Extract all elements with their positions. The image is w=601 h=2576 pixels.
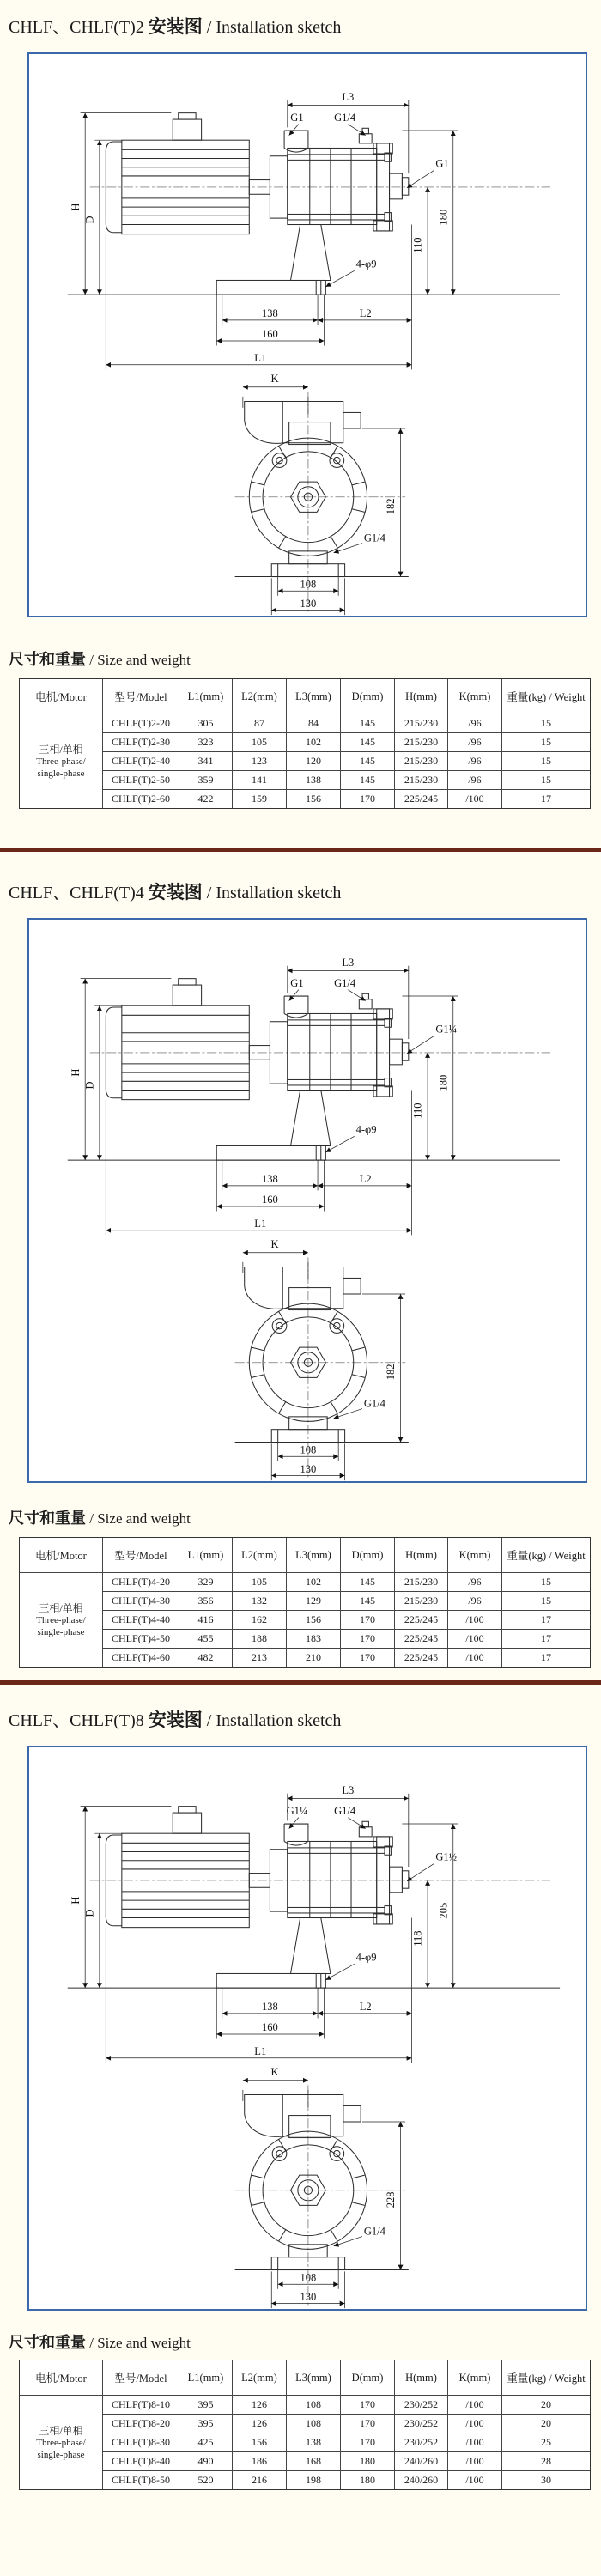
dim-label-foot-plate: 160 — [262, 1194, 278, 1206]
l1-cell: 482 — [179, 1648, 232, 1667]
label-foot-holes: 4-φ9 — [355, 258, 377, 270]
dim-label-k: K — [270, 1238, 279, 1251]
dim-label-foot-plate: 160 — [262, 2021, 278, 2034]
l3-cell: 84 — [286, 714, 340, 732]
l2-cell: 156 — [232, 2433, 286, 2451]
l2-cell: 126 — [232, 2414, 286, 2433]
k-cell: /100 — [447, 2433, 501, 2451]
column-header: L3(mm) — [286, 679, 340, 714]
model-cell: CHLF(T)8-50 — [102, 2470, 179, 2489]
l2-cell: 213 — [232, 1648, 286, 1667]
h-cell: 215/230 — [394, 770, 447, 789]
h-cell: 225/245 — [394, 789, 447, 808]
port-label-vent-top: G1/4 — [334, 976, 356, 989]
l3-cell: 138 — [286, 2433, 340, 2451]
column-header: 重量(kg) / Weight — [501, 2360, 590, 2395]
l2-cell: 188 — [232, 1629, 286, 1648]
h-cell: 225/245 — [394, 1629, 447, 1648]
weight-cell: 15 — [501, 1572, 590, 1591]
d-cell: 170 — [340, 2433, 394, 2451]
dim-label-total-height: 180 — [437, 1074, 450, 1091]
title-en: / Installation sketch — [206, 884, 342, 902]
column-header: D(mm) — [340, 1538, 394, 1572]
label-foot-holes: 4-φ9 — [355, 1951, 377, 1964]
motor-phase-en1: Three-phase/ — [36, 756, 86, 767]
h-cell: 240/260 — [394, 2451, 447, 2470]
model-cell: CHLF(T)4-50 — [102, 1629, 179, 1648]
dim-label-l2: L2 — [359, 2001, 372, 2014]
size-weight-table — [19, 1537, 591, 1668]
k-cell: /96 — [447, 751, 501, 770]
h-cell: 215/230 — [394, 1572, 447, 1591]
dim-label-base-width: 130 — [300, 2290, 317, 2303]
weight-cell: 15 — [501, 770, 590, 789]
dim-label-l1: L1 — [254, 1218, 267, 1230]
size-weight-table — [19, 678, 591, 809]
l1-cell: 359 — [179, 770, 232, 789]
dim-label-d: D — [83, 1909, 96, 1917]
dim-label-flange-height: 228 — [385, 2191, 398, 2208]
dim-label-base-holes: 108 — [300, 1443, 317, 1456]
dim-label-l3: L3 — [342, 1783, 355, 1796]
section-chlf8 — [0, 1685, 601, 2490]
d-cell: 180 — [340, 2470, 394, 2489]
k-cell: /100 — [447, 1648, 501, 1667]
size-weight-heading — [9, 650, 601, 670]
weight-cell: 15 — [501, 1591, 590, 1610]
model-cell: CHLF(T)4-20 — [102, 1572, 179, 1591]
h-cell: 215/230 — [394, 1591, 447, 1610]
port-label-vent-top: G1/4 — [334, 111, 356, 124]
model-cell: CHLF(T)4-30 — [102, 1591, 179, 1610]
weight-cell: 30 — [501, 2470, 590, 2489]
column-header: H(mm) — [394, 679, 447, 714]
d-cell: 145 — [340, 751, 394, 770]
model-cell: CHLF(T)2-40 — [102, 751, 179, 770]
l2-cell: 132 — [232, 1591, 286, 1610]
port-label-drain: G1/4 — [363, 532, 385, 544]
title-model: CHLF、CHLF(T)8 — [9, 1711, 144, 1730]
h-cell: 240/260 — [394, 2470, 447, 2489]
dim-label-l2: L2 — [359, 307, 372, 320]
h-cell: 215/230 — [394, 732, 447, 751]
installation-sketch-frame — [27, 52, 587, 617]
dim-label-k: K — [270, 2066, 279, 2079]
dim-label-l3: L3 — [342, 956, 355, 969]
d-cell: 170 — [340, 1610, 394, 1629]
section-title — [9, 879, 601, 906]
motor-phase-en2: single-phase — [37, 2449, 85, 2460]
dim-label-foot-plate: 160 — [262, 328, 278, 341]
l1-cell: 455 — [179, 1629, 232, 1648]
size-weight-heading-cn: 尺寸和重量 — [9, 651, 86, 668]
model-cell: CHLF(T)8-30 — [102, 2433, 179, 2451]
l3-cell: 183 — [286, 1629, 340, 1648]
side-view-linework — [68, 1804, 560, 1989]
l1-cell: 341 — [179, 751, 232, 770]
motor-phase-en2: single-phase — [37, 768, 85, 779]
l1-cell: 329 — [179, 1572, 232, 1591]
l1-cell: 425 — [179, 2433, 232, 2451]
k-cell: /96 — [447, 1591, 501, 1610]
motor-phase-cn: 三相/单相 — [39, 743, 83, 756]
column-header: H(mm) — [394, 1538, 447, 1572]
l2-cell: 141 — [232, 770, 286, 789]
title-en: / Installation sketch — [206, 18, 342, 37]
k-cell: /96 — [447, 1572, 501, 1591]
l1-cell: 416 — [179, 1610, 232, 1629]
l3-cell: 168 — [286, 2451, 340, 2470]
weight-cell: 15 — [501, 732, 590, 751]
column-header: K(mm) — [447, 1538, 501, 1572]
d-cell: 170 — [340, 2414, 394, 2433]
dim-label-outlet-height: 110 — [411, 237, 424, 253]
motor-phase-cell — [20, 714, 102, 808]
dim-label-total-height: 205 — [437, 1902, 450, 1919]
installation-sketch-frame — [27, 1746, 587, 2311]
dim-label-flange-height: 182 — [385, 498, 398, 515]
column-header: L2(mm) — [232, 1538, 286, 1572]
d-cell: 145 — [340, 770, 394, 789]
size-weight-heading-en: / Size and weight — [89, 1510, 191, 1527]
front-view-linework — [235, 1257, 409, 1477]
h-cell: 230/252 — [394, 2395, 447, 2414]
dim-label-h: H — [69, 1068, 82, 1077]
dim-label-l2: L2 — [359, 1173, 372, 1186]
dim-label-base-width: 130 — [300, 597, 317, 610]
l3-cell: 129 — [286, 1591, 340, 1610]
k-cell: /100 — [447, 2470, 501, 2489]
model-cell: CHLF(T)4-40 — [102, 1610, 179, 1629]
label-foot-holes: 4-φ9 — [355, 1123, 377, 1136]
model-cell: CHLF(T)2-60 — [102, 789, 179, 808]
weight-cell: 17 — [501, 1648, 590, 1667]
dim-label-l1: L1 — [254, 352, 267, 365]
column-header: K(mm) — [447, 679, 501, 714]
weight-cell: 17 — [501, 1610, 590, 1629]
dim-label-total-height: 180 — [437, 209, 450, 226]
model-cell: CHLF(T)8-40 — [102, 2451, 179, 2470]
column-header: D(mm) — [340, 2360, 394, 2395]
side-view-dimensions — [70, 1784, 458, 2063]
h-cell: 230/252 — [394, 2414, 447, 2433]
k-cell: /100 — [447, 2451, 501, 2470]
column-header: L3(mm) — [286, 2360, 340, 2395]
side-view-dimensions — [70, 957, 458, 1236]
title-cn: 安装图 — [148, 882, 203, 902]
column-header: 型号/Model — [102, 679, 179, 714]
l2-cell: 123 — [232, 751, 286, 770]
l1-cell: 395 — [179, 2414, 232, 2433]
dim-label-foot-span: 138 — [262, 2001, 278, 2014]
size-weight-table — [19, 2360, 591, 2490]
port-label-drain: G1/4 — [363, 2225, 385, 2238]
l2-cell: 216 — [232, 2470, 286, 2489]
dim-label-d: D — [83, 1081, 96, 1090]
column-header: 型号/Model — [102, 2360, 179, 2395]
model-cell: CHLF(T)2-50 — [102, 770, 179, 789]
column-header: 电机/Motor — [35, 691, 87, 703]
section-title — [9, 1707, 601, 1734]
column-header: H(mm) — [394, 2360, 447, 2395]
size-weight-heading-cn: 尺寸和重量 — [9, 2334, 86, 2351]
dim-label-outlet-height: 118 — [411, 1930, 424, 1947]
l3-cell: 156 — [286, 789, 340, 808]
motor-phase-cell — [20, 1572, 102, 1667]
motor-phase-en1: Three-phase/ — [36, 1614, 86, 1625]
l2-cell: 105 — [232, 1572, 286, 1591]
l1-cell: 356 — [179, 1591, 232, 1610]
size-weight-heading-en: / Size and weight — [89, 652, 191, 668]
port-label-drain: G1/4 — [363, 1397, 385, 1410]
port-label-inlet: G1¼ — [286, 1804, 308, 1817]
motor-phase-cell — [20, 2395, 102, 2489]
port-label-vent-top: G1/4 — [334, 1804, 356, 1817]
pump-installation-drawing — [29, 920, 586, 1481]
l3-cell: 120 — [286, 751, 340, 770]
l1-cell: 490 — [179, 2451, 232, 2470]
h-cell: 230/252 — [394, 2433, 447, 2451]
column-header: L2(mm) — [232, 2360, 286, 2395]
l2-cell: 126 — [232, 2395, 286, 2414]
d-cell: 170 — [340, 2395, 394, 2414]
dim-label-k: K — [270, 373, 279, 386]
front-view-linework — [235, 392, 409, 611]
h-cell: 225/245 — [394, 1648, 447, 1667]
motor-phase-cn: 三相/单相 — [39, 1601, 83, 1614]
dim-label-h: H — [69, 1896, 82, 1905]
column-header: K(mm) — [447, 2360, 501, 2395]
dim-label-l1: L1 — [254, 2045, 267, 2058]
weight-cell: 28 — [501, 2451, 590, 2470]
title-model: CHLF、CHLF(T)2 — [9, 18, 144, 37]
motor-phase-cn: 三相/单相 — [39, 2424, 83, 2437]
d-cell: 170 — [340, 1648, 394, 1667]
column-header: 重量(kg) / Weight — [501, 679, 590, 714]
l3-cell: 102 — [286, 732, 340, 751]
dim-label-outlet-height: 110 — [411, 1103, 424, 1119]
motor-phase-en1: Three-phase/ — [36, 2437, 86, 2448]
l2-cell: 162 — [232, 1610, 286, 1629]
dim-label-base-width: 130 — [300, 1462, 317, 1475]
model-cell: CHLF(T)2-30 — [102, 732, 179, 751]
column-header: 型号/Model — [102, 1538, 179, 1572]
size-weight-heading-en: / Size and weight — [89, 2335, 191, 2351]
k-cell: /100 — [447, 1610, 501, 1629]
installation-sketch-frame — [27, 918, 587, 1483]
d-cell: 145 — [340, 1591, 394, 1610]
l3-cell: 138 — [286, 770, 340, 789]
l1-cell: 323 — [179, 732, 232, 751]
title-cn: 安装图 — [148, 1710, 203, 1730]
h-cell: 215/230 — [394, 714, 447, 732]
dim-label-foot-span: 138 — [262, 1173, 278, 1186]
weight-cell: 17 — [501, 1629, 590, 1648]
title-en: / Installation sketch — [206, 1711, 342, 1730]
weight-cell: 20 — [501, 2395, 590, 2414]
column-header: D(mm) — [340, 679, 394, 714]
h-cell: 215/230 — [394, 751, 447, 770]
size-weight-heading — [9, 2333, 601, 2353]
dim-label-base-holes: 108 — [300, 578, 317, 591]
section-chlf2 — [0, 0, 601, 852]
dim-label-foot-span: 138 — [262, 307, 278, 320]
dim-label-d: D — [83, 216, 96, 224]
l1-cell: 422 — [179, 789, 232, 808]
weight-cell: 25 — [501, 2433, 590, 2451]
d-cell: 145 — [340, 714, 394, 732]
model-cell: CHLF(T)8-20 — [102, 2414, 179, 2433]
h-cell: 225/245 — [394, 1610, 447, 1629]
port-label-inlet: G1 — [290, 976, 304, 989]
d-cell: 145 — [340, 732, 394, 751]
k-cell: /100 — [447, 2395, 501, 2414]
k-cell: /96 — [447, 770, 501, 789]
weight-cell: 15 — [501, 714, 590, 732]
column-header: L3(mm) — [286, 1538, 340, 1572]
l1-cell: 520 — [179, 2470, 232, 2489]
d-cell: 145 — [340, 1572, 394, 1591]
port-label-inlet: G1 — [290, 111, 304, 124]
l1-cell: 395 — [179, 2395, 232, 2414]
side-view-linework — [68, 113, 560, 295]
l2-cell: 186 — [232, 2451, 286, 2470]
k-cell: /100 — [447, 2414, 501, 2433]
model-cell: CHLF(T)8-10 — [102, 2395, 179, 2414]
l2-cell: 105 — [232, 732, 286, 751]
l3-cell: 102 — [286, 1572, 340, 1591]
l2-cell: 87 — [232, 714, 286, 732]
model-cell: CHLF(T)2-20 — [102, 714, 179, 732]
dim-label-h: H — [69, 203, 82, 211]
side-view-linework — [68, 976, 560, 1161]
column-header: 电机/Motor — [35, 2372, 87, 2385]
column-header: L1(mm) — [179, 679, 232, 714]
size-weight-heading — [9, 1509, 601, 1528]
l3-cell: 108 — [286, 2395, 340, 2414]
section-title — [9, 14, 601, 40]
d-cell: 170 — [340, 789, 394, 808]
column-header: L1(mm) — [179, 2360, 232, 2395]
port-label-outlet: G1½ — [435, 1850, 458, 1863]
l1-cell: 305 — [179, 714, 232, 732]
k-cell: /96 — [447, 714, 501, 732]
l3-cell: 156 — [286, 1610, 340, 1629]
l3-cell: 108 — [286, 2414, 340, 2433]
column-header: L1(mm) — [179, 1538, 232, 1572]
section-chlf4 — [0, 852, 601, 1685]
column-header: 电机/Motor — [35, 1550, 87, 1562]
title-cn: 安装图 — [148, 16, 203, 37]
front-view-linework — [235, 2085, 409, 2305]
motor-phase-en2: single-phase — [37, 1626, 85, 1637]
weight-cell: 15 — [501, 751, 590, 770]
k-cell: /100 — [447, 789, 501, 808]
k-cell: /96 — [447, 732, 501, 751]
title-model: CHLF、CHLF(T)4 — [9, 884, 144, 902]
port-label-outlet: G1¼ — [435, 1023, 458, 1036]
d-cell: 170 — [340, 1629, 394, 1648]
dim-label-l3: L3 — [342, 90, 355, 103]
dim-label-base-holes: 108 — [300, 2271, 317, 2284]
k-cell: /100 — [447, 1629, 501, 1648]
column-header: 重量(kg) / Weight — [501, 1538, 590, 1572]
pump-installation-drawing — [29, 54, 586, 616]
port-label-outlet: G1 — [435, 157, 449, 170]
weight-cell: 20 — [501, 2414, 590, 2433]
model-cell: CHLF(T)4-60 — [102, 1648, 179, 1667]
column-header: L2(mm) — [232, 679, 286, 714]
size-weight-heading-cn: 尺寸和重量 — [9, 1510, 86, 1527]
l3-cell: 198 — [286, 2470, 340, 2489]
side-view-dimensions — [70, 91, 458, 370]
l3-cell: 210 — [286, 1648, 340, 1667]
d-cell: 180 — [340, 2451, 394, 2470]
weight-cell: 17 — [501, 789, 590, 808]
dim-label-flange-height: 182 — [385, 1364, 398, 1381]
pump-installation-drawing — [29, 1747, 586, 2309]
l2-cell: 159 — [232, 789, 286, 808]
